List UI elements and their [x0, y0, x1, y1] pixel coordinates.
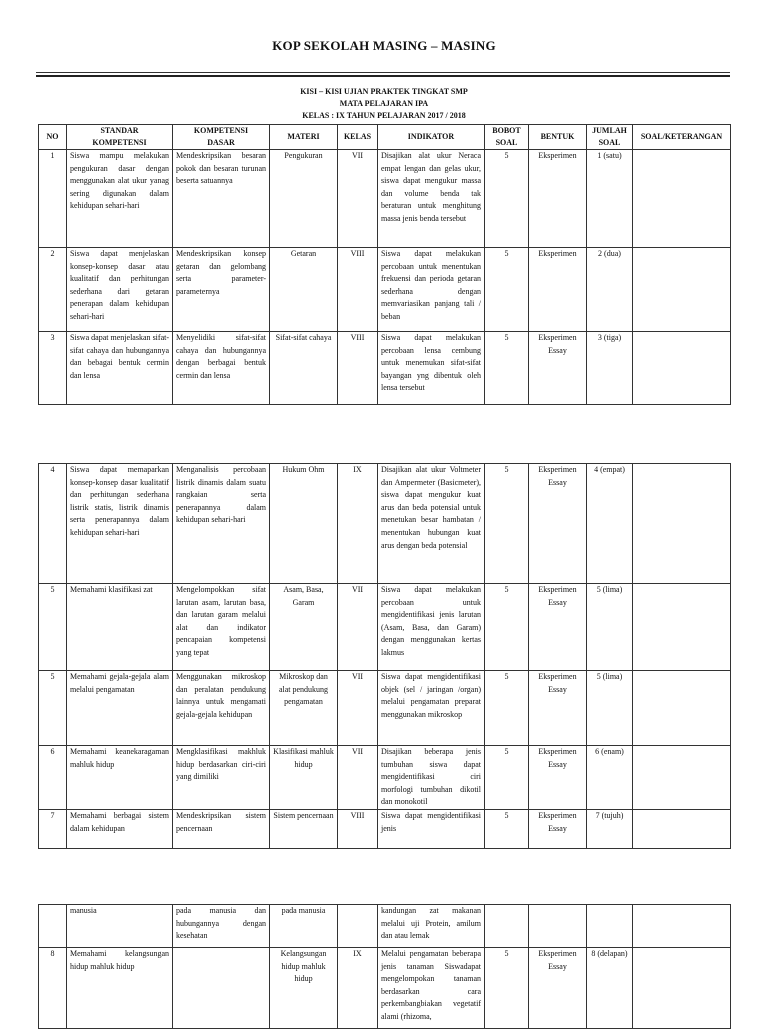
cell-materi: Asam, Basa, Garam: [270, 584, 338, 671]
cell-bobot: 5: [485, 948, 529, 1029]
table-header-row: [39, 125, 731, 150]
cell-indikator: kandungan zat makanan melalui uji Protein, amilum dan atau lemak: [378, 905, 485, 948]
cell-indikator: Siswa dapat melakukan percobaan lensa cembung untuk menemukan sifat-sifat bayangan yng dibentuk oleh lensa tersebut: [378, 332, 485, 405]
cell-bentuk: Eksperimen Essay: [529, 809, 587, 848]
header-kelas: KELAS: [338, 125, 378, 150]
cell-bentuk: [529, 905, 587, 948]
cell-bentuk: Eksperimen Essay: [529, 584, 587, 671]
cell-kelas: VII: [338, 150, 378, 248]
cell-standar-kompetensi: Memahami klasifikasi zat: [67, 584, 173, 671]
cell-bobot: 5: [485, 332, 529, 405]
cell-bentuk: Eksperimen: [529, 150, 587, 248]
cell-materi: Sifat-sifat cahaya: [270, 332, 338, 405]
cell-keterangan: [633, 150, 731, 248]
cell-materi: Sistem pencernaan: [270, 809, 338, 848]
cell-bobot: 5: [485, 464, 529, 584]
cell-jumlah: 7 (tujuh): [587, 809, 633, 848]
cell-keterangan: [633, 905, 731, 948]
cell-materi: Kelangsungan hidup mahluk hidup: [270, 948, 338, 1029]
kisi-table-page-2: [38, 463, 731, 849]
cell-bentuk: Eksperimen: [529, 248, 587, 332]
header-jumlah-soal: JUMLAH SOAL: [587, 125, 633, 150]
cell-no: 8: [39, 948, 67, 1029]
cell-kelas: VII: [338, 746, 378, 810]
cell-kompetensi-dasar: Mendeskripsikan besaran pokok dan besaran turunan beserta satuannya: [173, 150, 270, 248]
cell-jumlah: 1 (satu): [587, 150, 633, 248]
cell-standar-kompetensi: Siswa mampu melakukan pengukuran dasar dengan menggunakan alat ukur yanag sering digunakan dalam kehidupan sehari-hari: [67, 150, 173, 248]
letterhead-rule-thin: [36, 72, 730, 73]
cell-bobot: 5: [485, 584, 529, 671]
cell-indikator: Siswa dapat mengidentifikasi jenis: [378, 809, 485, 848]
cell-standar-kompetensi: Memahami gejala-gejala alam melalui pengamatan: [67, 671, 173, 746]
cell-bentuk: Eksperimen Essay: [529, 948, 587, 1029]
cell-kompetensi-dasar: Mendeskripsikan konsep getaran dan gelombang serta parameter-parameternya: [173, 248, 270, 332]
table-row: [39, 905, 731, 948]
cell-no: 3: [39, 332, 67, 405]
cell-keterangan: [633, 671, 731, 746]
table-row: [39, 248, 731, 332]
cell-keterangan: [633, 584, 731, 671]
cell-jumlah: 6 (enam): [587, 746, 633, 810]
cell-standar-kompetensi: Memahami kelangsungan hidup mahluk hidup: [67, 948, 173, 1029]
cell-bobot: 5: [485, 746, 529, 810]
heading-line-3: KELAS : IX TAHUN PELAJARAN 2017 / 2018: [302, 111, 466, 120]
cell-kompetensi-dasar: Menganalisis percobaan listrik dinamis dalam suatu rangkaian serta penerapannya dalam kehidupan sehari-hari: [173, 464, 270, 584]
table-row: [39, 150, 731, 248]
cell-standar-kompetensi: Memahami keanekaragaman mahluk hidup: [67, 746, 173, 810]
cell-no: 5: [39, 584, 67, 671]
cell-keterangan: [633, 332, 731, 405]
cell-no: 1: [39, 150, 67, 248]
cell-kompetensi-dasar: [173, 948, 270, 1029]
table-row: [39, 464, 731, 584]
cell-bentuk: Eksperimen Essay: [529, 332, 587, 405]
header-bentuk: BENTUK: [529, 125, 587, 150]
header-materi: MATERI: [270, 125, 338, 150]
cell-bobot: 5: [485, 150, 529, 248]
cell-standar-kompetensi: manusia: [67, 905, 173, 948]
cell-kelas: [338, 905, 378, 948]
cell-kelas: VIII: [338, 809, 378, 848]
cell-indikator: Siswa dapat mengidentifikasi objek (sel / jaringan /organ) melalui pengamatan preparat menggunakan mikroskop: [378, 671, 485, 746]
kisi-table-page-1: [38, 124, 731, 405]
cell-keterangan: [633, 809, 731, 848]
cell-jumlah: 3 (tiga): [587, 332, 633, 405]
cell-kelas: IX: [338, 948, 378, 1029]
cell-indikator: Siswa dapat melakukan percobaan untuk mengidentifikasi jenis larutan (Asam, Basa, dan Garam) dengan menggunakan kertas lakmus: [378, 584, 485, 671]
cell-keterangan: [633, 948, 731, 1029]
cell-no: 2: [39, 248, 67, 332]
cell-kelas: IX: [338, 464, 378, 584]
heading-line-2: MATA PELAJARAN IPA: [339, 99, 429, 108]
cell-keterangan: [633, 746, 731, 810]
cell-indikator: Disajikan alat ukur Neraca empat lengan dan gelas ukur, siswa dapat mengukur massa dan volume benda tak beraturan untuk menghitung massa jenis benda tersebut: [378, 150, 485, 248]
cell-materi: Hukum Ohm: [270, 464, 338, 584]
cell-jumlah: 2 (dua): [587, 248, 633, 332]
cell-bentuk: Eksperimen Essay: [529, 746, 587, 810]
letterhead-title: KOP SEKOLAH MASING – MASING: [272, 38, 496, 53]
table-row: [39, 332, 731, 405]
cell-indikator: Disajikan beberapa jenis tumbuhan siswa dapat mengidentifikasi ciri morfologi tumbuhan dikotil dan monokotil: [378, 746, 485, 810]
cell-jumlah: 5 (lima): [587, 671, 633, 746]
table-row: [39, 671, 731, 746]
cell-no: 7: [39, 809, 67, 848]
table-row: [39, 809, 731, 848]
cell-standar-kompetensi: Siswa dapat menjelaskan konsep-konsep dasar atau kualitatif dan perhitungan sederhana dari getaran penerapan dalam kehidupan sehari-hari: [67, 248, 173, 332]
cell-standar-kompetensi: Memahami berbagai sistem dalam kehidupan: [67, 809, 173, 848]
kisi-table-page-3: [38, 904, 731, 1029]
cell-standar-kompetensi: Siswa dapat memaparkan konsep-konsep dasar kualitatif dan perhitungan sederhana listrik statis, listrik dinamis serta penerapannya dalam kehidupan sehari-hari: [67, 464, 173, 584]
cell-bentuk: Eksperimen Essay: [529, 671, 587, 746]
cell-jumlah: 4 (empat): [587, 464, 633, 584]
header-bobot-soal: BOBOT SOAL: [485, 125, 529, 150]
cell-jumlah: 8 (delapan): [587, 948, 633, 1029]
cell-kompetensi-dasar: pada manusia dan hubungannya dengan kesehatan: [173, 905, 270, 948]
cell-materi: Pengukuran: [270, 150, 338, 248]
header-keterangan: SOAL/KETERANGAN: [633, 125, 731, 150]
table-row: [39, 746, 731, 810]
cell-keterangan: [633, 248, 731, 332]
cell-bobot: 5: [485, 809, 529, 848]
cell-kompetensi-dasar: Menyelidiki sifat-sifat cahaya dan hubungannya dengan berbagai bentuk cermin dan lensa: [173, 332, 270, 405]
cell-indikator: Siswa dapat melakukan percobaan untuk menentukan frekuensi dan perioda getaran sederhana dengan memvariasikan panjang tali / beban: [378, 248, 485, 332]
cell-materi: Mikroskop dan alat pendukung pengamatan: [270, 671, 338, 746]
header-no: NO: [39, 125, 67, 150]
cell-keterangan: [633, 464, 731, 584]
cell-jumlah: [587, 905, 633, 948]
cell-materi: pada manusia: [270, 905, 338, 948]
cell-bobot: 5: [485, 671, 529, 746]
cell-no: [39, 905, 67, 948]
cell-no: 4: [39, 464, 67, 584]
cell-materi: Getaran: [270, 248, 338, 332]
cell-kelas: VIII: [338, 332, 378, 405]
cell-kompetensi-dasar: Mengklasifikasi makhluk hidup berdasarkan ciri-ciri yang dimiliki: [173, 746, 270, 810]
cell-bentuk: Eksperimen Essay: [529, 464, 587, 584]
cell-bobot: [485, 905, 529, 948]
header-standar-kompetensi: STANDAR KOMPETENSI: [67, 125, 173, 150]
cell-kelas: VIII: [338, 248, 378, 332]
letterhead-rule-thick: [36, 75, 730, 77]
cell-kelas: VII: [338, 671, 378, 746]
header-kompetensi-dasar: KOMPETENSI DASAR: [173, 125, 270, 150]
cell-indikator: Disajikan alat ukur Voltmeter dan Ampermeter (Basicmeter), siswa dapat mengukur kuat arus dan beda potensial untuk menetukan besar hambatan / menentukan hubungan kuat arus dengan beda potensial: [378, 464, 485, 584]
cell-indikator: Melalui pengamatan beberapa jenis tanaman Siswadapat mengelompokan tanaman berdasarkan cara perkembangbiakan vegetatif alami (rhizoma,: [378, 948, 485, 1029]
table-row: [39, 584, 731, 671]
cell-kompetensi-dasar: Menggunakan mikroskop dan peralatan pendukung lainnya untuk mengamati gejala-gejala kehidupan: [173, 671, 270, 746]
cell-kompetensi-dasar: Mendeskripsikan sistem pencernaan: [173, 809, 270, 848]
heading-line-1: KISI – KISI UJIAN PRAKTEK TINGKAT SMP: [300, 87, 468, 96]
cell-bobot: 5: [485, 248, 529, 332]
cell-materi: Klasifikasi mahluk hidup: [270, 746, 338, 810]
cell-jumlah: 5 (lima): [587, 584, 633, 671]
cell-no: 6: [39, 746, 67, 810]
cell-kompetensi-dasar: Mengelompokkan sifat larutan asam, larutan basa, dan larutan garam melalui alat dan indikator pencapaian kompetensi yang tepat: [173, 584, 270, 671]
table-row: [39, 948, 731, 1029]
cell-kelas: VII: [338, 584, 378, 671]
cell-no: 5: [39, 671, 67, 746]
header-indikator: INDIKATOR: [378, 125, 485, 150]
cell-standar-kompetensi: Siswa dapat menjelaskan sifat-sifat cahaya dan hubungannya dan bebagai bentuk cermin dan lensa: [67, 332, 173, 405]
